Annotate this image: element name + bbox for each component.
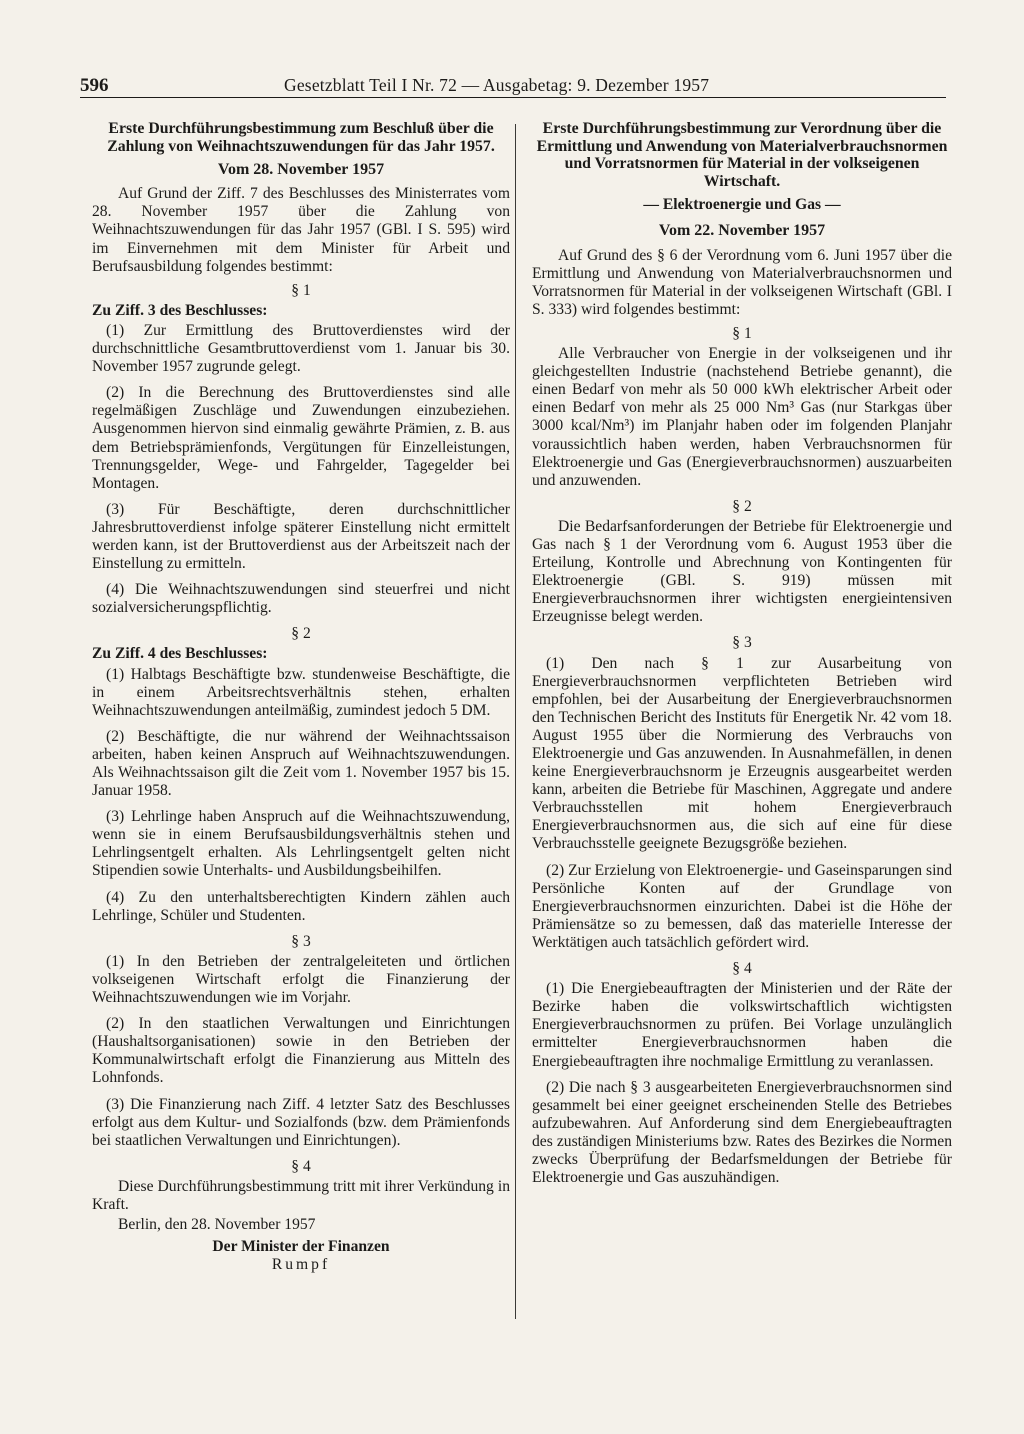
right-intro: Auf Grund des § 6 der Verordnung vom 6. Juni 1957 über die Ermittlung und Anwendung von Materialverbrauchsnormen und Vorratsnormen für Material in der volkseigenen Wirtschaft (GBl. I S. 333) wird folgendes bestimmt: <box>532 246 952 318</box>
left-section-3-item: (2) In den staatlichen Verwaltungen und Einrichtungen (Haushaltsorganisationen) sowie in den Betrieben der Kommunalwirtschaft erfolgt die Finanzierung aus Mitteln des Lohnfonds. <box>92 1015 510 1087</box>
left-section-3-item: (3) Die Finanzierung nach Ziff. 4 letzter Satz des Beschlusses erfolgt aus dem Kultur- und Sozialfonds (bzw. dem Prämienfonds bei staatlichen Verwaltungen und Einrichtungen). <box>92 1095 510 1149</box>
right-section-1-text: Alle Verbraucher von Energie in der volkseigenen und ihr gleichgestellten Industrie (nachstehend Betriebe genannt), die einen Bedarf von mehr als 50 000 kWh elektrischer Arbeit oder einen Bedarf von mehr als 25 000 Nm³ Gas (nur Starkgas über 3000 kcal/Nm³) im Planjahr haben oder im folgenden Planjahr voraussichtlich haben werden, haben Verbrauchsnormen für Elektroenergie und Gas (Energieverbrauchsnormen) auszuarbeiten und anzuwenden. <box>532 345 952 489</box>
place-date: Berlin, den 28. November 1957 <box>118 1216 316 1234</box>
left-section-2-item: (1) Halbtags Beschäftigte bzw. stundenweise Beschäftigte, die in einem Arbeitsrechtsverhältnis stehen, erhalten Weihnachtszuwendungen anteilmäßig, zumindest jedoch 5 DM. <box>92 665 510 719</box>
right-column <box>532 120 952 1195</box>
left-column <box>92 120 510 1274</box>
left-title: Erste Durchführungsbestimmung zum Beschluß über die Zahlung von Weihnachtszuwendungen für das Jahr 1957. <box>107 120 495 155</box>
left-section-3-item: (1) In den Betrieben der zentralgeleiteten und örtlichen volkseigenen Wirtschaft erfolgt die Finanzierung der Weihnachtszuwendungen wie im Vorjahr. <box>92 952 510 1007</box>
left-section-1-subheading: Zu Ziff. 3 des Beschlusses: <box>92 301 268 319</box>
left-section-4-heading: § 4 <box>291 1157 311 1175</box>
left-section-2-subheading: Zu Ziff. 4 des Beschlusses: <box>92 645 268 663</box>
right-subtitle: — Elektroenergie und Gas — <box>643 196 841 214</box>
left-intro: Auf Grund der Ziff. 7 des Beschlusses des Ministerrates vom 28. November 1957 über die Zahlung von Weihnachtszuwendungen für das Jahr 1957 (GBl. I S. 595) wird im Einvernehmen mit dem Minister für Arbeit und Berufsausbildung folgendes bestimmt: <box>92 185 510 275</box>
right-date: Vom 22. November 1957 <box>658 222 826 240</box>
page-number: 596 <box>80 75 109 96</box>
right-section-1-heading: § 1 <box>732 324 752 342</box>
left-section-4-text: Diese Durchführungsbestimmung tritt mit ihrer Verkündung in Kraft. <box>92 1177 510 1213</box>
left-section-1-item: (1) Zur Ermittlung des Bruttoverdienstes wird der durchschnittliche Gesamtbruttoverdienst vom 1. Januar bis 30. November 1957 zugrunde gelegt. <box>92 321 510 376</box>
right-section-3-item: (1) Den nach § 1 zur Ausarbeitung von Energieverbrauchsnormen verpflichteten Betrieben wird empfohlen, bei der Ausarbeitung der Energieverbrauchsnormen den Technischen Bericht des Instituts für Energetik Nr. 42 vom 18. August 1955 über die Normierung des Verbrauchs von Elektroenergie und Gas anzuwenden. In Ausnahmefällen, in denen keine Energieverbrauchsnorm je Erzeugnis ausgearbeitet werden kann, arbeiten die Betriebe für Maschinen, Aggregate und andere Verbrauchsstellen mit hohem Energieverbrauch Energieverbrauchsnormen aus, die sich auf eine für diese Verbrauchsstelle geeignete Bezugsgröße beziehen. <box>532 654 952 853</box>
left-section-1-heading: § 1 <box>291 281 311 299</box>
left-section-2-heading: § 2 <box>291 625 311 643</box>
page-header <box>80 75 946 99</box>
left-section-2-item: (2) Beschäftigte, die nur während der Weihnachtssaison arbeiten, haben keinen Anspruch auf Weihnachtszuwendungen. Als Weihnachtssaison gilt die Zeit vom 1. November 1957 bis 15. Januar 1958. <box>92 727 510 800</box>
left-section-1-item: (3) Für Beschäftigte, deren durchschnittlicher Jahresbruttoverdienst infolge späterer Einstellung nicht ermittelt werden kann, ist der Bruttoverdienst aus der Arbeitszeit nach der Einstellung zu ermitteln. <box>92 500 510 573</box>
column-divider <box>515 124 516 1319</box>
running-title: Gesetzblatt Teil I Nr. 72 — Ausgabetag: 9. Dezember 1957 <box>284 75 710 95</box>
right-section-4-item: (1) Die Energiebeauftragten der Ministerien und der Räte der Bezirke haben die volkswirtschaftlich wichtigsten Energieverbrauchsnormen zu prüfen. Bei Vorlage unzulänglich ermittelter Energieverbrauchsnormen haben die Energiebeauftragten ihre nochmalige Ermittlung zu veranlassen. <box>532 980 952 1070</box>
right-section-4-item: (2) Die nach § 3 ausgearbeiteten Energieverbrauchsnormen sind gesammelt bei einer geeignet erscheinenden Stelle des Betriebes aufzubewahren. Auf Anforderung sind dem Energiebeauftragten des zuständigen Ministeriums bzw. Rates des Bezirkes die Normen zwecks Überprüfung der Bedarfsmeldungen der Betriebe für Elektroenergie und Gas auszuhändigen. <box>532 1078 952 1187</box>
left-date: Vom 28. November 1957 <box>217 161 385 179</box>
left-section-2-item: (3) Lehrlinge haben Anspruch auf die Weihnachtszuwendung, wenn sie in einem Berufsausbildungsverhältnis stehen und Lehrlingsentgelt erhalten. Als Lehrlingsentgelt gelten nicht Stipendien sowie Unterhalts- und Ausbildungsbeihilfen. <box>92 808 510 880</box>
right-section-3-heading: § 3 <box>732 634 752 652</box>
header-rule <box>80 97 946 98</box>
minister-title: Der Minister der Finanzen <box>212 1238 390 1256</box>
left-section-2-item: (4) Zu den unterhaltsberechtigten Kindern zählen auch Lehrlinge, Schüler und Studenten. <box>92 888 510 924</box>
left-section-3-heading: § 3 <box>291 932 311 950</box>
left-section-1-item: (4) Die Weihnachtszuwendungen sind steuerfrei und nicht sozialversicherungspflichtig. <box>92 581 510 617</box>
minister-name: Rumpf <box>271 1256 331 1274</box>
right-section-2-heading: § 2 <box>732 497 752 515</box>
left-section-1-item: (2) In die Berechnung des Bruttoverdienstes sind alle regelmäßigen Zuschläge und Zuwendungen einzubeziehen. Ausgenommen hiervon sind einmalig gewährte Prämien, z. B. aus dem Betriebsprämienfonds, Vergütungen für Einzelleistungen, Trennungsgelder, Wege- und Fahrgelder, Tagegelder bei Montagen. <box>92 384 510 492</box>
right-title: Erste Durchführungsbestimmung zur Verordnung über die Ermittlung und Anwendung von Materialverbrauchsnormen und Vorratsnormen für Material in der volkseigenen Wirtschaft. <box>536 120 948 190</box>
right-section-3-item: (2) Zur Erzielung von Elektroenergie- und Gaseinsparungen sind Persönliche Konten auf der Grundlage von Energieverbrauchsnormen einzurichten. Dabei ist die Höhe der Prämiensätze so zu bemessen, daß das materielle Interesse der Werktätigen auch tatsächlich gefördert wird. <box>532 861 952 951</box>
right-section-4-heading: § 4 <box>732 960 752 978</box>
right-section-2-text: Die Bedarfsanforderungen der Betriebe für Elektroenergie und Gas nach § 1 der Verordnung vom 6. August 1953 über die Erteilung, Kontrolle und Abrechnung von Kontingenten für Elektroenergie (GBl. S. 919) müssen mit Energieverbrauchsnormen ihrer wichtigsten energieintensiven Erzeugnisse belegt werden. <box>532 517 952 626</box>
